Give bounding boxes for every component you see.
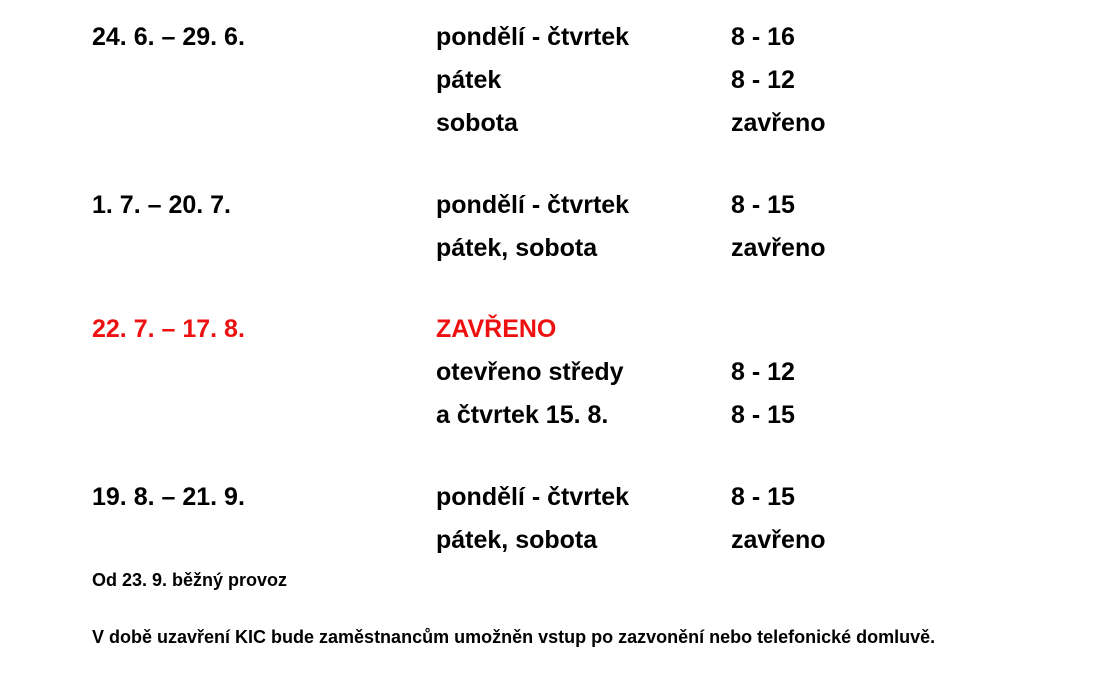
period-1-hours-3: zavřeno — [731, 109, 826, 137]
period-3-hours-1: 8 - 12 — [731, 358, 795, 386]
access-note: V době uzavření KIC bude zaměstnancům umožněn vstup po zazvonění nebo telefonické domluvě. — [92, 627, 936, 647]
period-2-hours-2: zavřeno — [731, 234, 826, 262]
period-3-closed-label: ZAVŘENO — [436, 315, 557, 343]
period-3-days-2: a čtvrtek 15. 8. — [436, 401, 609, 429]
period-1-hours-2: 8 - 12 — [731, 66, 795, 94]
period-4-days-2: pátek, sobota — [436, 526, 598, 554]
period-4-date: 19. 8. – 21. 9. — [92, 483, 245, 511]
period-2-days-1: pondělí - čtvrtek — [436, 191, 630, 219]
period-4-hours-1: 8 - 15 — [731, 483, 795, 511]
regular-operation-note: Od 23. 9. běžný provoz — [92, 570, 288, 590]
period-1-date: 24. 6. – 29. 6. — [92, 23, 245, 51]
period-4-hours-2: zavřeno — [731, 526, 826, 554]
period-1-days-1: pondělí - čtvrtek — [436, 23, 630, 51]
period-2-hours-1: 8 - 15 — [731, 191, 795, 219]
period-3-date: 22. 7. – 17. 8. — [92, 315, 245, 343]
period-1-days-2: pátek — [436, 66, 502, 94]
period-4-days-1: pondělí - čtvrtek — [436, 483, 630, 511]
period-1-hours-1: 8 - 16 — [731, 23, 795, 51]
period-3-hours-2: 8 - 15 — [731, 401, 795, 429]
period-1-days-3: sobota — [436, 109, 518, 137]
period-2-days-2: pátek, sobota — [436, 234, 598, 262]
period-2-date: 1. 7. – 20. 7. — [92, 191, 231, 219]
period-3-days-1: otevřeno středy — [436, 358, 624, 386]
